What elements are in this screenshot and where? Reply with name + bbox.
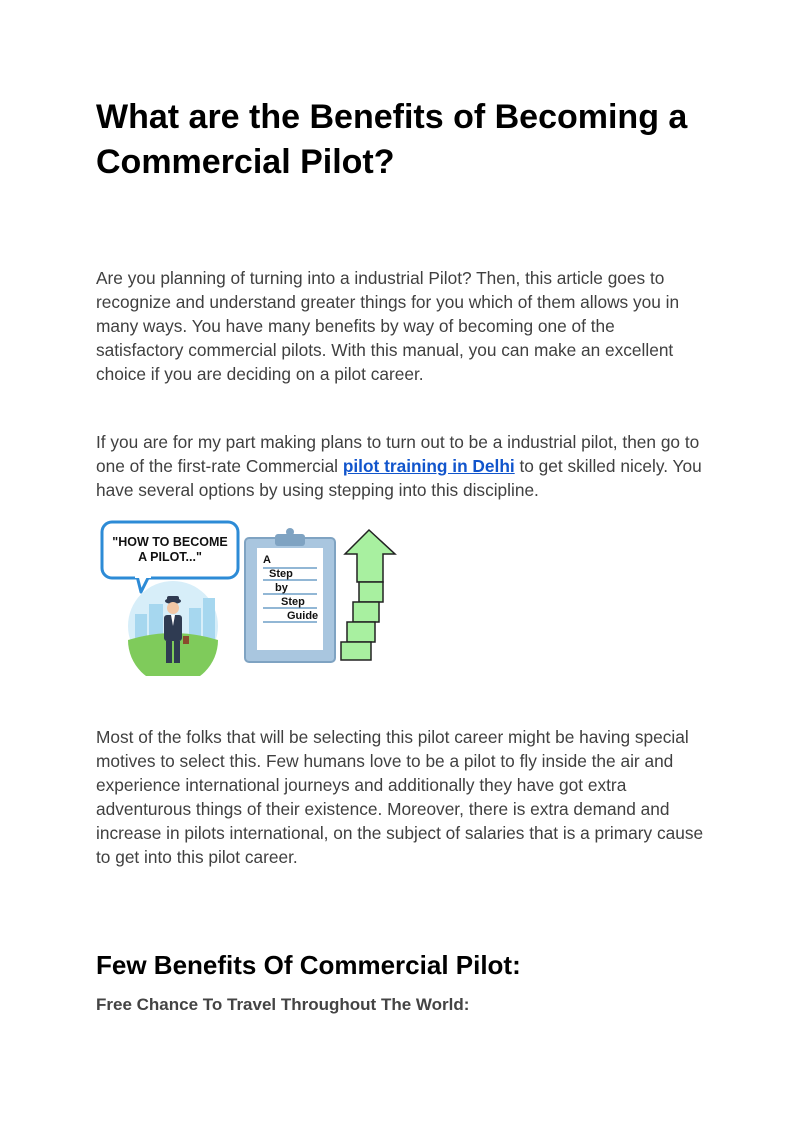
- benefits-heading: Few Benefits Of Commercial Pilot:: [96, 950, 521, 980]
- how-to-become-pilot-illustration: [97, 518, 417, 676]
- clipboard-text-line2: Step: [269, 568, 293, 580]
- step-by-step-clipboard: [245, 528, 335, 662]
- training-paragraph-text-start: If you are for my part making plans to turn out to be a industrial pilot, then go to one of the first-rate Commercial: [96, 432, 700, 476]
- pilot-scene: [128, 581, 218, 676]
- training-paragraph: [96, 430, 706, 502]
- bubble-text-line2: A PILOT...": [138, 550, 202, 564]
- pilot-training-link[interactable]: pilot training in Delhi: [342, 456, 515, 476]
- bubble-text-line1: "HOW TO BECOME: [112, 535, 228, 549]
- clipboard-text-line3: by: [275, 582, 288, 594]
- training-paragraph-text-end: to get skilled nicely. You have several options by using stepping into this discipline.: [96, 456, 702, 500]
- travel-subheading: Free Chance To Travel Throughout The World:: [96, 995, 470, 1014]
- intro-paragraph: Are you planning of turning into a industrial Pilot? Then, this article goes to recognize and understand greater things for you which of them allows you in many ways. You have many benefits by way of becoming one of the satisfactory commercial pilots. With this manual, you can make an excellent choice if you are deciding on a pilot career.: [96, 268, 680, 384]
- clipboard-text-line5: Guide: [287, 610, 319, 622]
- green-steps-arrow: [341, 530, 395, 660]
- clipboard-text-line4: Step: [281, 596, 305, 608]
- clipboard-text-line1: A: [263, 554, 271, 566]
- page-title: What are the Benefits of Becoming a Commercial Pilot?: [96, 98, 688, 181]
- motives-paragraph: Most of the folks that will be selecting this pilot career might be having special motives to select this. Few humans love to be a pilot to fly inside the air and experience international journeys and additionally they have got extra adventurous things of their existence. Moreover, there is extra demand and increase in pilots international, on the subject of salaries that is a primary cause to get into this pilot career.: [96, 727, 704, 867]
